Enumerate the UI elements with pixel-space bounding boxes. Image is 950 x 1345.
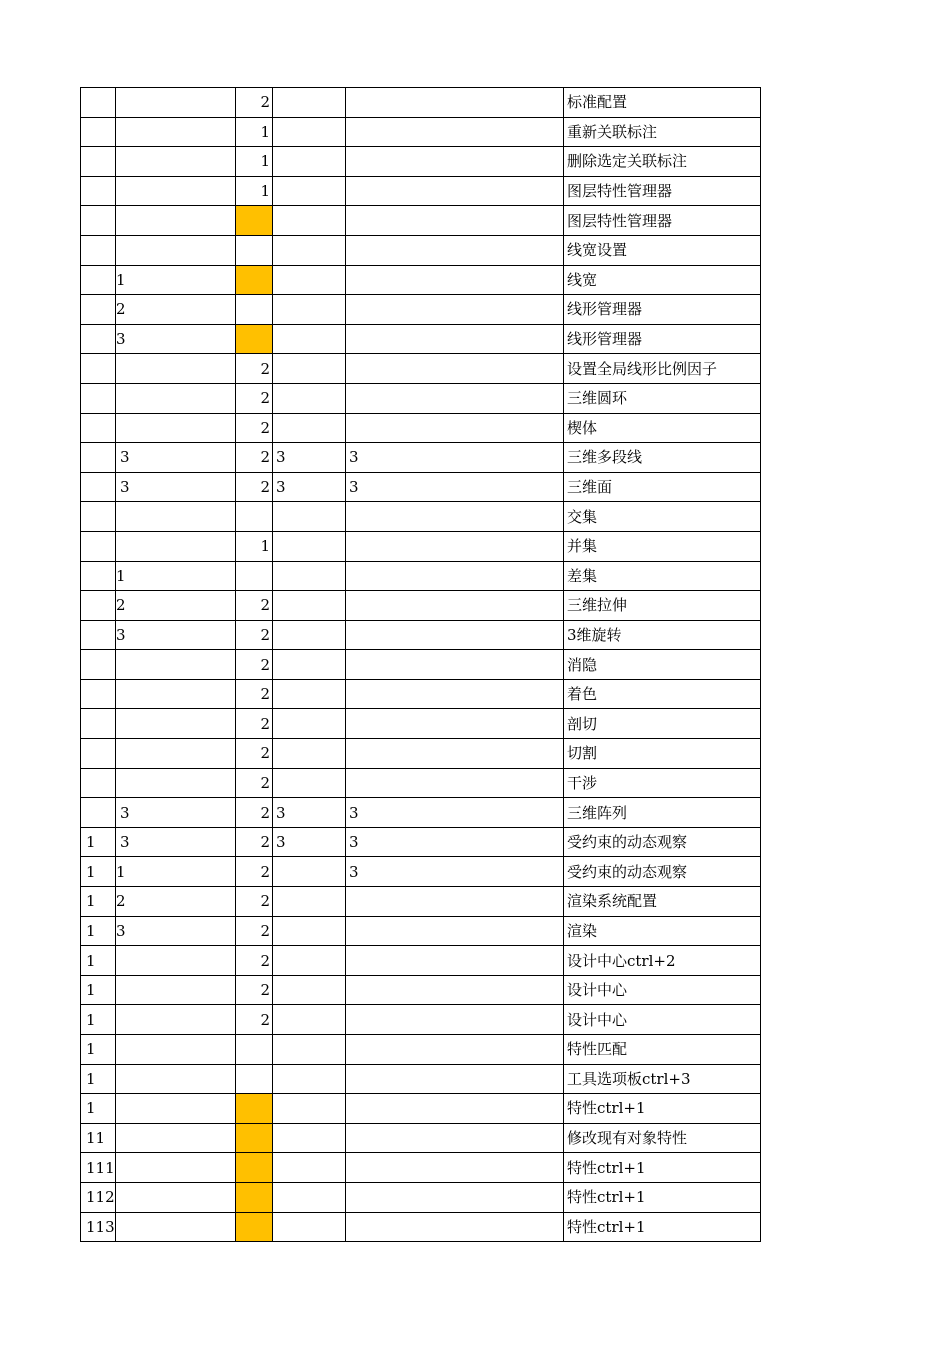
table-row <box>81 827 761 857</box>
table-cell-col-2[interactable] <box>116 739 236 769</box>
table-cell-col-3[interactable]: 2 <box>236 383 273 413</box>
table-cell-col-4[interactable] <box>273 1005 346 1035</box>
table-row <box>81 679 761 709</box>
table-cell-col-2[interactable] <box>116 975 236 1005</box>
table-cell-col-4[interactable] <box>273 502 346 532</box>
table-cell-col-5[interactable] <box>346 591 564 621</box>
table-cell-col-2[interactable] <box>116 1182 236 1212</box>
table-cell-col-3[interactable]: 2 <box>236 827 273 857</box>
table-cell-col-4[interactable] <box>273 206 346 236</box>
table-cell-col-2[interactable]: 3 <box>116 324 236 354</box>
table-row <box>81 1212 761 1242</box>
table-cell-col-5[interactable] <box>346 354 564 384</box>
table-cell-col-6[interactable]: 线形管理器 <box>564 295 761 325</box>
table-row <box>81 798 761 828</box>
table-cell-col-5[interactable] <box>346 887 564 917</box>
table-cell-col-4[interactable] <box>273 1182 346 1212</box>
table-cell-col-4[interactable]: 3 <box>273 798 346 828</box>
table-cell-col-2[interactable] <box>116 1064 236 1094</box>
table-cell-col-5[interactable] <box>346 1094 564 1124</box>
table-cell-col-3[interactable] <box>236 265 273 295</box>
table-cell-col-4[interactable] <box>273 176 346 206</box>
table-cell-col-1[interactable]: 113 <box>81 1212 116 1242</box>
table-cell-col-3[interactable]: 2 <box>236 798 273 828</box>
table-row <box>81 1153 761 1183</box>
table-cell-col-4[interactable] <box>273 975 346 1005</box>
table-cell-col-5[interactable] <box>346 1182 564 1212</box>
table-cell-col-2[interactable]: 1 <box>116 561 236 591</box>
table-cell-col-5[interactable] <box>346 916 564 946</box>
table-cell-col-1[interactable]: 1 <box>81 887 116 917</box>
table-cell-col-6[interactable]: 特性匹配 <box>564 1035 761 1065</box>
table-cell-col-6[interactable]: 三维圆环 <box>564 383 761 413</box>
table-cell-col-6[interactable]: 楔体 <box>564 413 761 443</box>
table-cell-col-3[interactable] <box>236 1212 273 1242</box>
table-cell-col-4[interactable] <box>273 413 346 443</box>
table-cell-col-4[interactable] <box>273 620 346 650</box>
table-cell-col-2[interactable]: 3 <box>116 620 236 650</box>
table-row <box>81 1123 761 1153</box>
table-cell-col-6[interactable]: 重新关联标注 <box>564 117 761 147</box>
table-cell-col-1[interactable]: 1 <box>81 916 116 946</box>
table-cell-col-5[interactable] <box>346 946 564 976</box>
table-cell-col-2[interactable]: 1 <box>116 265 236 295</box>
table-cell-col-3[interactable] <box>236 1094 273 1124</box>
table-cell-col-4[interactable] <box>273 295 346 325</box>
table-cell-col-6[interactable]: 3维旋转 <box>564 620 761 650</box>
table-cell-col-6[interactable]: 并集 <box>564 531 761 561</box>
table-row <box>81 472 761 502</box>
table-cell-col-1[interactable] <box>81 531 116 561</box>
table-cell-col-1[interactable]: 1 <box>81 1094 116 1124</box>
table-cell-col-4[interactable] <box>273 324 346 354</box>
table-cell-col-6[interactable]: 图层特性管理器 <box>564 206 761 236</box>
table-cell-col-4[interactable] <box>273 1064 346 1094</box>
table-cell-col-5[interactable]: 3 <box>346 827 564 857</box>
table-row <box>81 946 761 976</box>
table-cell-col-5[interactable] <box>346 265 564 295</box>
table-cell-col-4[interactable] <box>273 916 346 946</box>
table-cell-col-6[interactable]: 标准配置 <box>564 88 761 118</box>
table-cell-col-6[interactable]: 消隐 <box>564 650 761 680</box>
spreadsheet-table <box>80 87 761 1242</box>
table-cell-col-2[interactable] <box>116 413 236 443</box>
table-row <box>81 739 761 769</box>
table-cell-col-6[interactable]: 设计中心 <box>564 975 761 1005</box>
table-cell-col-2[interactable] <box>116 1035 236 1065</box>
table-cell-col-1[interactable] <box>81 235 116 265</box>
table-cell-col-1[interactable] <box>81 768 116 798</box>
table-cell-col-3[interactable]: 2 <box>236 887 273 917</box>
table-row <box>81 975 761 1005</box>
table-cell-col-1[interactable] <box>81 709 116 739</box>
table-cell-col-2[interactable]: 3 <box>116 472 236 502</box>
table-cell-col-1[interactable] <box>81 650 116 680</box>
table-cell-col-1[interactable]: 11 <box>81 1123 116 1153</box>
table-cell-col-5[interactable] <box>346 561 564 591</box>
table-cell-col-6[interactable]: 切割 <box>564 739 761 769</box>
table-cell-col-4[interactable] <box>273 768 346 798</box>
table-row <box>81 443 761 473</box>
table-row <box>81 147 761 177</box>
table-cell-col-4[interactable] <box>273 679 346 709</box>
table-cell-col-3[interactable] <box>236 561 273 591</box>
table-row <box>81 916 761 946</box>
table-cell-col-5[interactable] <box>346 531 564 561</box>
table-cell-col-4[interactable] <box>273 650 346 680</box>
table-cell-col-6[interactable]: 设计中心ctrl+2 <box>564 946 761 976</box>
table-row <box>81 857 761 887</box>
table-cell-col-2[interactable]: 2 <box>116 591 236 621</box>
table-cell-col-5[interactable] <box>346 295 564 325</box>
table-cell-col-5[interactable] <box>346 324 564 354</box>
table-cell-col-4[interactable] <box>273 1123 346 1153</box>
table-cell-col-4[interactable] <box>273 235 346 265</box>
table-cell-col-5[interactable] <box>346 147 564 177</box>
table-cell-col-3[interactable]: 2 <box>236 472 273 502</box>
table-cell-col-3[interactable]: 2 <box>236 709 273 739</box>
table-cell-col-5[interactable] <box>346 1064 564 1094</box>
table-row <box>81 383 761 413</box>
table-cell-col-4[interactable] <box>273 1035 346 1065</box>
table-cell-col-3[interactable]: 2 <box>236 650 273 680</box>
table-cell-col-4[interactable] <box>273 354 346 384</box>
table-cell-col-2[interactable] <box>116 354 236 384</box>
table-cell-col-2[interactable] <box>116 1094 236 1124</box>
table-cell-col-5[interactable] <box>346 117 564 147</box>
table-row <box>81 620 761 650</box>
table-cell-col-3[interactable] <box>236 1153 273 1183</box>
table-cell-col-5[interactable] <box>346 413 564 443</box>
table-cell-col-4[interactable] <box>273 147 346 177</box>
table-cell-col-6[interactable]: 受约束的动态观察 <box>564 857 761 887</box>
table-row <box>81 1005 761 1035</box>
table-cell-col-3[interactable]: 2 <box>236 1005 273 1035</box>
table-cell-col-4[interactable] <box>273 739 346 769</box>
table-cell-col-2[interactable]: 3 <box>116 443 236 473</box>
table-cell-col-4[interactable]: 3 <box>273 827 346 857</box>
table-cell-col-5[interactable] <box>346 1153 564 1183</box>
table-cell-col-2[interactable] <box>116 88 236 118</box>
table-cell-col-6[interactable]: 图层特性管理器 <box>564 176 761 206</box>
table-cell-col-3[interactable]: 2 <box>236 946 273 976</box>
table-cell-col-6[interactable]: 工具选项板ctrl+3 <box>564 1064 761 1094</box>
table-row <box>81 295 761 325</box>
table-cell-col-2[interactable] <box>116 650 236 680</box>
table-cell-col-3[interactable]: 2 <box>236 88 273 118</box>
table-cell-col-6[interactable]: 设计中心 <box>564 1005 761 1035</box>
table-cell-col-1[interactable]: 1 <box>81 857 116 887</box>
table-row <box>81 88 761 118</box>
table-cell-col-3[interactable]: 1 <box>236 176 273 206</box>
table-row <box>81 1182 761 1212</box>
table-cell-col-6[interactable]: 着色 <box>564 679 761 709</box>
table-cell-col-2[interactable] <box>116 176 236 206</box>
table-cell-col-4[interactable] <box>273 265 346 295</box>
table-cell-col-5[interactable] <box>346 650 564 680</box>
table-cell-col-5[interactable] <box>346 502 564 532</box>
table-cell-col-1[interactable] <box>81 798 116 828</box>
table-cell-col-3[interactable]: 1 <box>236 117 273 147</box>
table-cell-col-5[interactable] <box>346 1123 564 1153</box>
table-cell-col-4[interactable] <box>273 561 346 591</box>
table-row <box>81 265 761 295</box>
table-cell-col-5[interactable] <box>346 709 564 739</box>
table-cell-col-5[interactable]: 3 <box>346 857 564 887</box>
table-cell-col-3[interactable]: 2 <box>236 591 273 621</box>
table-row <box>81 117 761 147</box>
table-cell-col-2[interactable]: 3 <box>116 916 236 946</box>
table-row <box>81 1064 761 1094</box>
table-cell-col-1[interactable] <box>81 88 116 118</box>
table-cell-col-3[interactable] <box>236 324 273 354</box>
table-cell-col-4[interactable] <box>273 709 346 739</box>
table-cell-col-1[interactable] <box>81 265 116 295</box>
table-cell-col-1[interactable] <box>81 354 116 384</box>
table-cell-col-6[interactable]: 干涉 <box>564 768 761 798</box>
table-cell-col-6[interactable]: 线宽 <box>564 265 761 295</box>
table-cell-col-4[interactable] <box>273 117 346 147</box>
table-row <box>81 1035 761 1065</box>
table-cell-col-2[interactable] <box>116 383 236 413</box>
table-cell-col-2[interactable] <box>116 1005 236 1035</box>
table-cell-col-2[interactable] <box>116 502 236 532</box>
table-cell-col-1[interactable] <box>81 324 116 354</box>
table-cell-col-6[interactable]: 修改现有对象特性 <box>564 1123 761 1153</box>
table-row <box>81 413 761 443</box>
table-cell-col-5[interactable] <box>346 176 564 206</box>
table-cell-col-6[interactable]: 特性ctrl+1 <box>564 1153 761 1183</box>
table-cell-col-2[interactable] <box>116 1123 236 1153</box>
table-cell-col-1[interactable] <box>81 620 116 650</box>
table-cell-col-2[interactable]: 2 <box>116 887 236 917</box>
table-cell-col-3[interactable]: 2 <box>236 679 273 709</box>
table-cell-col-3[interactable] <box>236 206 273 236</box>
table-cell-col-6[interactable]: 特性ctrl+1 <box>564 1212 761 1242</box>
table-cell-col-4[interactable] <box>273 383 346 413</box>
table-cell-col-6[interactable]: 线宽设置 <box>564 235 761 265</box>
table-cell-col-3[interactable] <box>236 1064 273 1094</box>
table-cell-col-6[interactable]: 剖切 <box>564 709 761 739</box>
table-cell-col-5[interactable] <box>346 739 564 769</box>
table-cell-col-1[interactable] <box>81 502 116 532</box>
table-cell-col-6[interactable]: 差集 <box>564 561 761 591</box>
table-cell-col-5[interactable] <box>346 206 564 236</box>
table-cell-col-3[interactable]: 2 <box>236 739 273 769</box>
table-cell-col-1[interactable] <box>81 176 116 206</box>
table-cell-col-1[interactable]: 1 <box>81 946 116 976</box>
table-cell-col-2[interactable] <box>116 147 236 177</box>
table-row <box>81 1094 761 1124</box>
table-cell-col-2[interactable] <box>116 946 236 976</box>
table-cell-col-4[interactable] <box>273 591 346 621</box>
table-cell-col-3[interactable] <box>236 235 273 265</box>
table-cell-col-5[interactable] <box>346 88 564 118</box>
table-cell-col-3[interactable] <box>236 1182 273 1212</box>
table-cell-col-2[interactable]: 2 <box>116 295 236 325</box>
table-cell-col-4[interactable] <box>273 857 346 887</box>
table-row <box>81 531 761 561</box>
table-cell-col-5[interactable]: 3 <box>346 443 564 473</box>
table-cell-col-1[interactable] <box>81 295 116 325</box>
table-cell-col-5[interactable] <box>346 235 564 265</box>
table-cell-col-6[interactable]: 设置全局线形比例因子 <box>564 354 761 384</box>
table-cell-col-6[interactable]: 线形管理器 <box>564 324 761 354</box>
table-cell-col-6[interactable]: 三维面 <box>564 472 761 502</box>
table-cell-col-1[interactable]: 112 <box>81 1182 116 1212</box>
table-cell-col-2[interactable]: 3 <box>116 827 236 857</box>
table-cell-col-4[interactable] <box>273 88 346 118</box>
table-row <box>81 502 761 532</box>
table-row <box>81 235 761 265</box>
table-cell-col-2[interactable] <box>116 768 236 798</box>
table-row <box>81 561 761 591</box>
table-cell-col-4[interactable] <box>273 1212 346 1242</box>
table-cell-col-2[interactable] <box>116 1212 236 1242</box>
table-cell-col-2[interactable] <box>116 531 236 561</box>
table-cell-col-3[interactable] <box>236 1035 273 1065</box>
table-cell-col-6[interactable]: 渲染系统配置 <box>564 887 761 917</box>
table-row <box>81 324 761 354</box>
table-cell-col-6[interactable]: 特性ctrl+1 <box>564 1094 761 1124</box>
table-cell-col-5[interactable] <box>346 383 564 413</box>
table-cell-col-6[interactable]: 受约束的动态观察 <box>564 827 761 857</box>
table-row <box>81 206 761 236</box>
table-cell-col-1[interactable] <box>81 117 116 147</box>
table-cell-col-4[interactable] <box>273 946 346 976</box>
table-cell-col-3[interactable]: 2 <box>236 857 273 887</box>
table-cell-col-6[interactable]: 交集 <box>564 502 761 532</box>
table-cell-col-2[interactable] <box>116 709 236 739</box>
table-row <box>81 354 761 384</box>
table-cell-col-3[interactable]: 2 <box>236 354 273 384</box>
table-cell-col-2[interactable] <box>116 1153 236 1183</box>
table-cell-col-1[interactable] <box>81 679 116 709</box>
table-cell-col-2[interactable] <box>116 235 236 265</box>
table-cell-col-2[interactable]: 1 <box>116 857 236 887</box>
table-cell-col-5[interactable] <box>346 975 564 1005</box>
table-cell-col-5[interactable] <box>346 768 564 798</box>
table-row <box>81 650 761 680</box>
table-cell-col-4[interactable] <box>273 1094 346 1124</box>
table-cell-col-1[interactable] <box>81 206 116 236</box>
table-cell-col-1[interactable] <box>81 413 116 443</box>
table-cell-col-1[interactable] <box>81 561 116 591</box>
table-row <box>81 709 761 739</box>
table-cell-col-5[interactable] <box>346 1035 564 1065</box>
table-cell-col-3[interactable] <box>236 295 273 325</box>
table-cell-col-3[interactable]: 2 <box>236 620 273 650</box>
table-cell-col-4[interactable]: 3 <box>273 443 346 473</box>
table-cell-col-3[interactable]: 2 <box>236 768 273 798</box>
table-cell-col-6[interactable]: 渲染 <box>564 916 761 946</box>
table-cell-col-3[interactable]: 1 <box>236 531 273 561</box>
table-cell-col-4[interactable]: 3 <box>273 472 346 502</box>
table-cell-col-1[interactable] <box>81 739 116 769</box>
table-cell-col-5[interactable]: 3 <box>346 472 564 502</box>
table-cell-col-5[interactable] <box>346 1005 564 1035</box>
table-row <box>81 887 761 917</box>
table-cell-col-1[interactable] <box>81 147 116 177</box>
table-cell-col-5[interactable] <box>346 679 564 709</box>
table-cell-col-2[interactable] <box>116 206 236 236</box>
table-cell-col-5[interactable]: 3 <box>346 798 564 828</box>
table-cell-col-3[interactable]: 2 <box>236 443 273 473</box>
table-cell-col-6[interactable]: 删除选定关联标注 <box>564 147 761 177</box>
table-cell-col-4[interactable] <box>273 887 346 917</box>
table-row <box>81 176 761 206</box>
table-cell-col-1[interactable] <box>81 591 116 621</box>
table-cell-col-1[interactable]: 1 <box>81 1005 116 1035</box>
table-cell-col-1[interactable]: 111 <box>81 1153 116 1183</box>
table-cell-col-3[interactable]: 1 <box>236 147 273 177</box>
table-cell-col-4[interactable] <box>273 531 346 561</box>
table-cell-col-6[interactable]: 特性ctrl+1 <box>564 1182 761 1212</box>
table-cell-col-3[interactable]: 2 <box>236 413 273 443</box>
table-cell-col-1[interactable] <box>81 383 116 413</box>
table-cell-col-4[interactable] <box>273 1153 346 1183</box>
table-cell-col-6[interactable]: 三维多段线 <box>564 443 761 473</box>
table-cell-col-1[interactable]: 1 <box>81 1064 116 1094</box>
table-cell-col-1[interactable] <box>81 472 116 502</box>
table-cell-col-5[interactable] <box>346 620 564 650</box>
table-row <box>81 591 761 621</box>
table-cell-col-1[interactable]: 1 <box>81 1035 116 1065</box>
table-cell-col-1[interactable]: 1 <box>81 827 116 857</box>
table-cell-col-6[interactable]: 三维拉伸 <box>564 591 761 621</box>
table-cell-col-3[interactable]: 2 <box>236 916 273 946</box>
table-cell-col-3[interactable] <box>236 1123 273 1153</box>
table-cell-col-3[interactable] <box>236 502 273 532</box>
table-cell-col-5[interactable] <box>346 1212 564 1242</box>
table-row <box>81 768 761 798</box>
table-cell-col-2[interactable] <box>116 679 236 709</box>
table-cell-col-3[interactable]: 2 <box>236 975 273 1005</box>
table-cell-col-6[interactable]: 三维阵列 <box>564 798 761 828</box>
table-cell-col-2[interactable] <box>116 117 236 147</box>
spreadsheet-body <box>81 88 761 1242</box>
table-cell-col-2[interactable]: 3 <box>116 798 236 828</box>
table-cell-col-1[interactable]: 1 <box>81 975 116 1005</box>
table-cell-col-1[interactable] <box>81 443 116 473</box>
